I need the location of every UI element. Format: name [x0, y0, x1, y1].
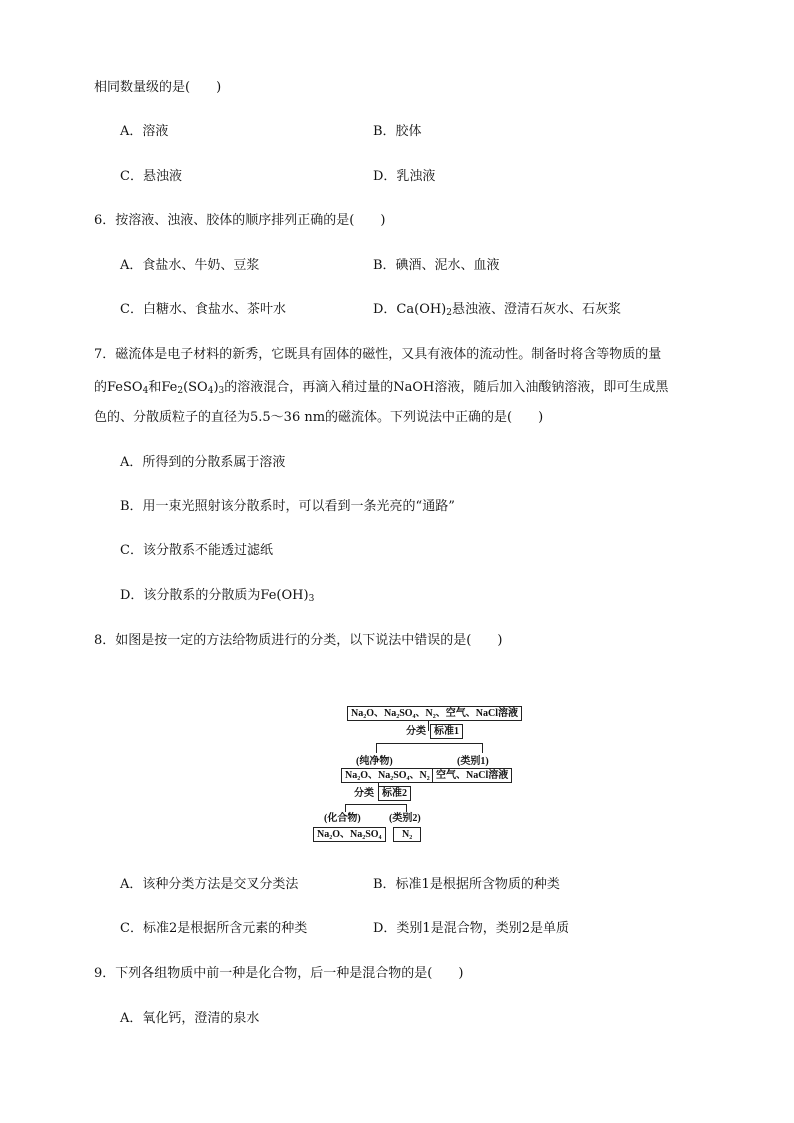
q7-stem-line2: 的FeSO$_4$和$Fe_2(SO_4)_3$的溶液混合，再滴入稍过量的NaOH溶液，随后加入油酸钠溶液，即可生成黑 [94, 380, 669, 396]
diagram-top-box: Na₂O、Na₂SO₄、N₂、空气、NaCl溶液 [347, 706, 522, 721]
q8-option-a: A．该种分类方法是交叉分类法 [120, 877, 299, 892]
q9-option-a: A．氧化钙，澄清的泉水 [120, 1011, 260, 1026]
diagram-n2-box: N₂ [393, 827, 421, 842]
diagram-split1-standard: 标准1 [430, 724, 463, 739]
q6-option-d: D．$Ca(OH)_2$悬浊液、澄清石灰水、石灰浆 [373, 302, 622, 318]
diagram-right-label: (类别1) [457, 756, 489, 767]
diagram-right-box: 空气、NaCl溶液 [432, 768, 512, 783]
q8-option-c: C．标准2是根据所含元素的种类 [120, 921, 308, 936]
diagram-split1-label: 分类 [406, 726, 426, 737]
q5-stem: 相同数量级的是( ) [94, 80, 222, 95]
q8-option-d: D．类别1是混合物，类别2是单质 [373, 921, 569, 936]
q7-option-a: A．所得到的分散系属于溶液 [120, 455, 286, 470]
diagram-split2-standard: 标准2 [378, 786, 411, 801]
diagram-left-label: (纯净物) [356, 756, 393, 767]
diagram-compound-box: Na₂O、Na₂SO₄ [313, 827, 386, 842]
q5-option-a: A．溶液 [120, 124, 169, 139]
q9-stem: 9．下列各组物质中前一种是化合物，后一种是混合物的是( ) [94, 966, 464, 981]
q7-option-d: D．该分散系的分散质为$Fe(OH)_3$ [120, 588, 315, 604]
q6-option-c: C．白糖水、食盐水、茶叶水 [120, 302, 286, 317]
diagram-left-box: Na₂O、Na₂SO₄、N₂ [341, 768, 434, 783]
q5-option-b: B．胶体 [373, 124, 422, 139]
q6-stem: 6．按溶液、浊液、胶体的顺序排列正确的是( ) [94, 213, 386, 228]
q7-stem-line1: 7．磁流体是电子材料的新秀，它既具有固体的磁性，又具有液体的流动性。制备时将含等物质的量 [94, 347, 662, 362]
diagram-category2-label: (类别2) [389, 813, 421, 824]
q8-stem: 8．如图是按一定的方法给物质进行的分类，以下说法中错误的是( ) [94, 633, 503, 648]
q7-stem-line3: 色的、分散质粒子的直径为5.5～36 nm的磁流体。下列说法中正确的是( ) [94, 410, 544, 425]
q8-option-b: B．标准1是根据所含物质的种类 [373, 877, 560, 892]
q6-option-a: A．食盐水、牛奶、豆浆 [120, 258, 260, 273]
q7-option-b: B．用一束光照射该分散系时，可以看到一条光亮的“通路” [120, 499, 455, 514]
q5-option-d: D．乳浊液 [373, 169, 436, 184]
diagram-split2-label: 分类 [354, 788, 374, 799]
q6-option-b: B．碘酒、泥水、血液 [373, 258, 500, 273]
q7-option-c: C．该分散系不能透过滤纸 [120, 543, 273, 558]
q5-option-c: C．悬浊液 [120, 169, 182, 184]
diagram-compound-label: (化合物) [324, 813, 361, 824]
